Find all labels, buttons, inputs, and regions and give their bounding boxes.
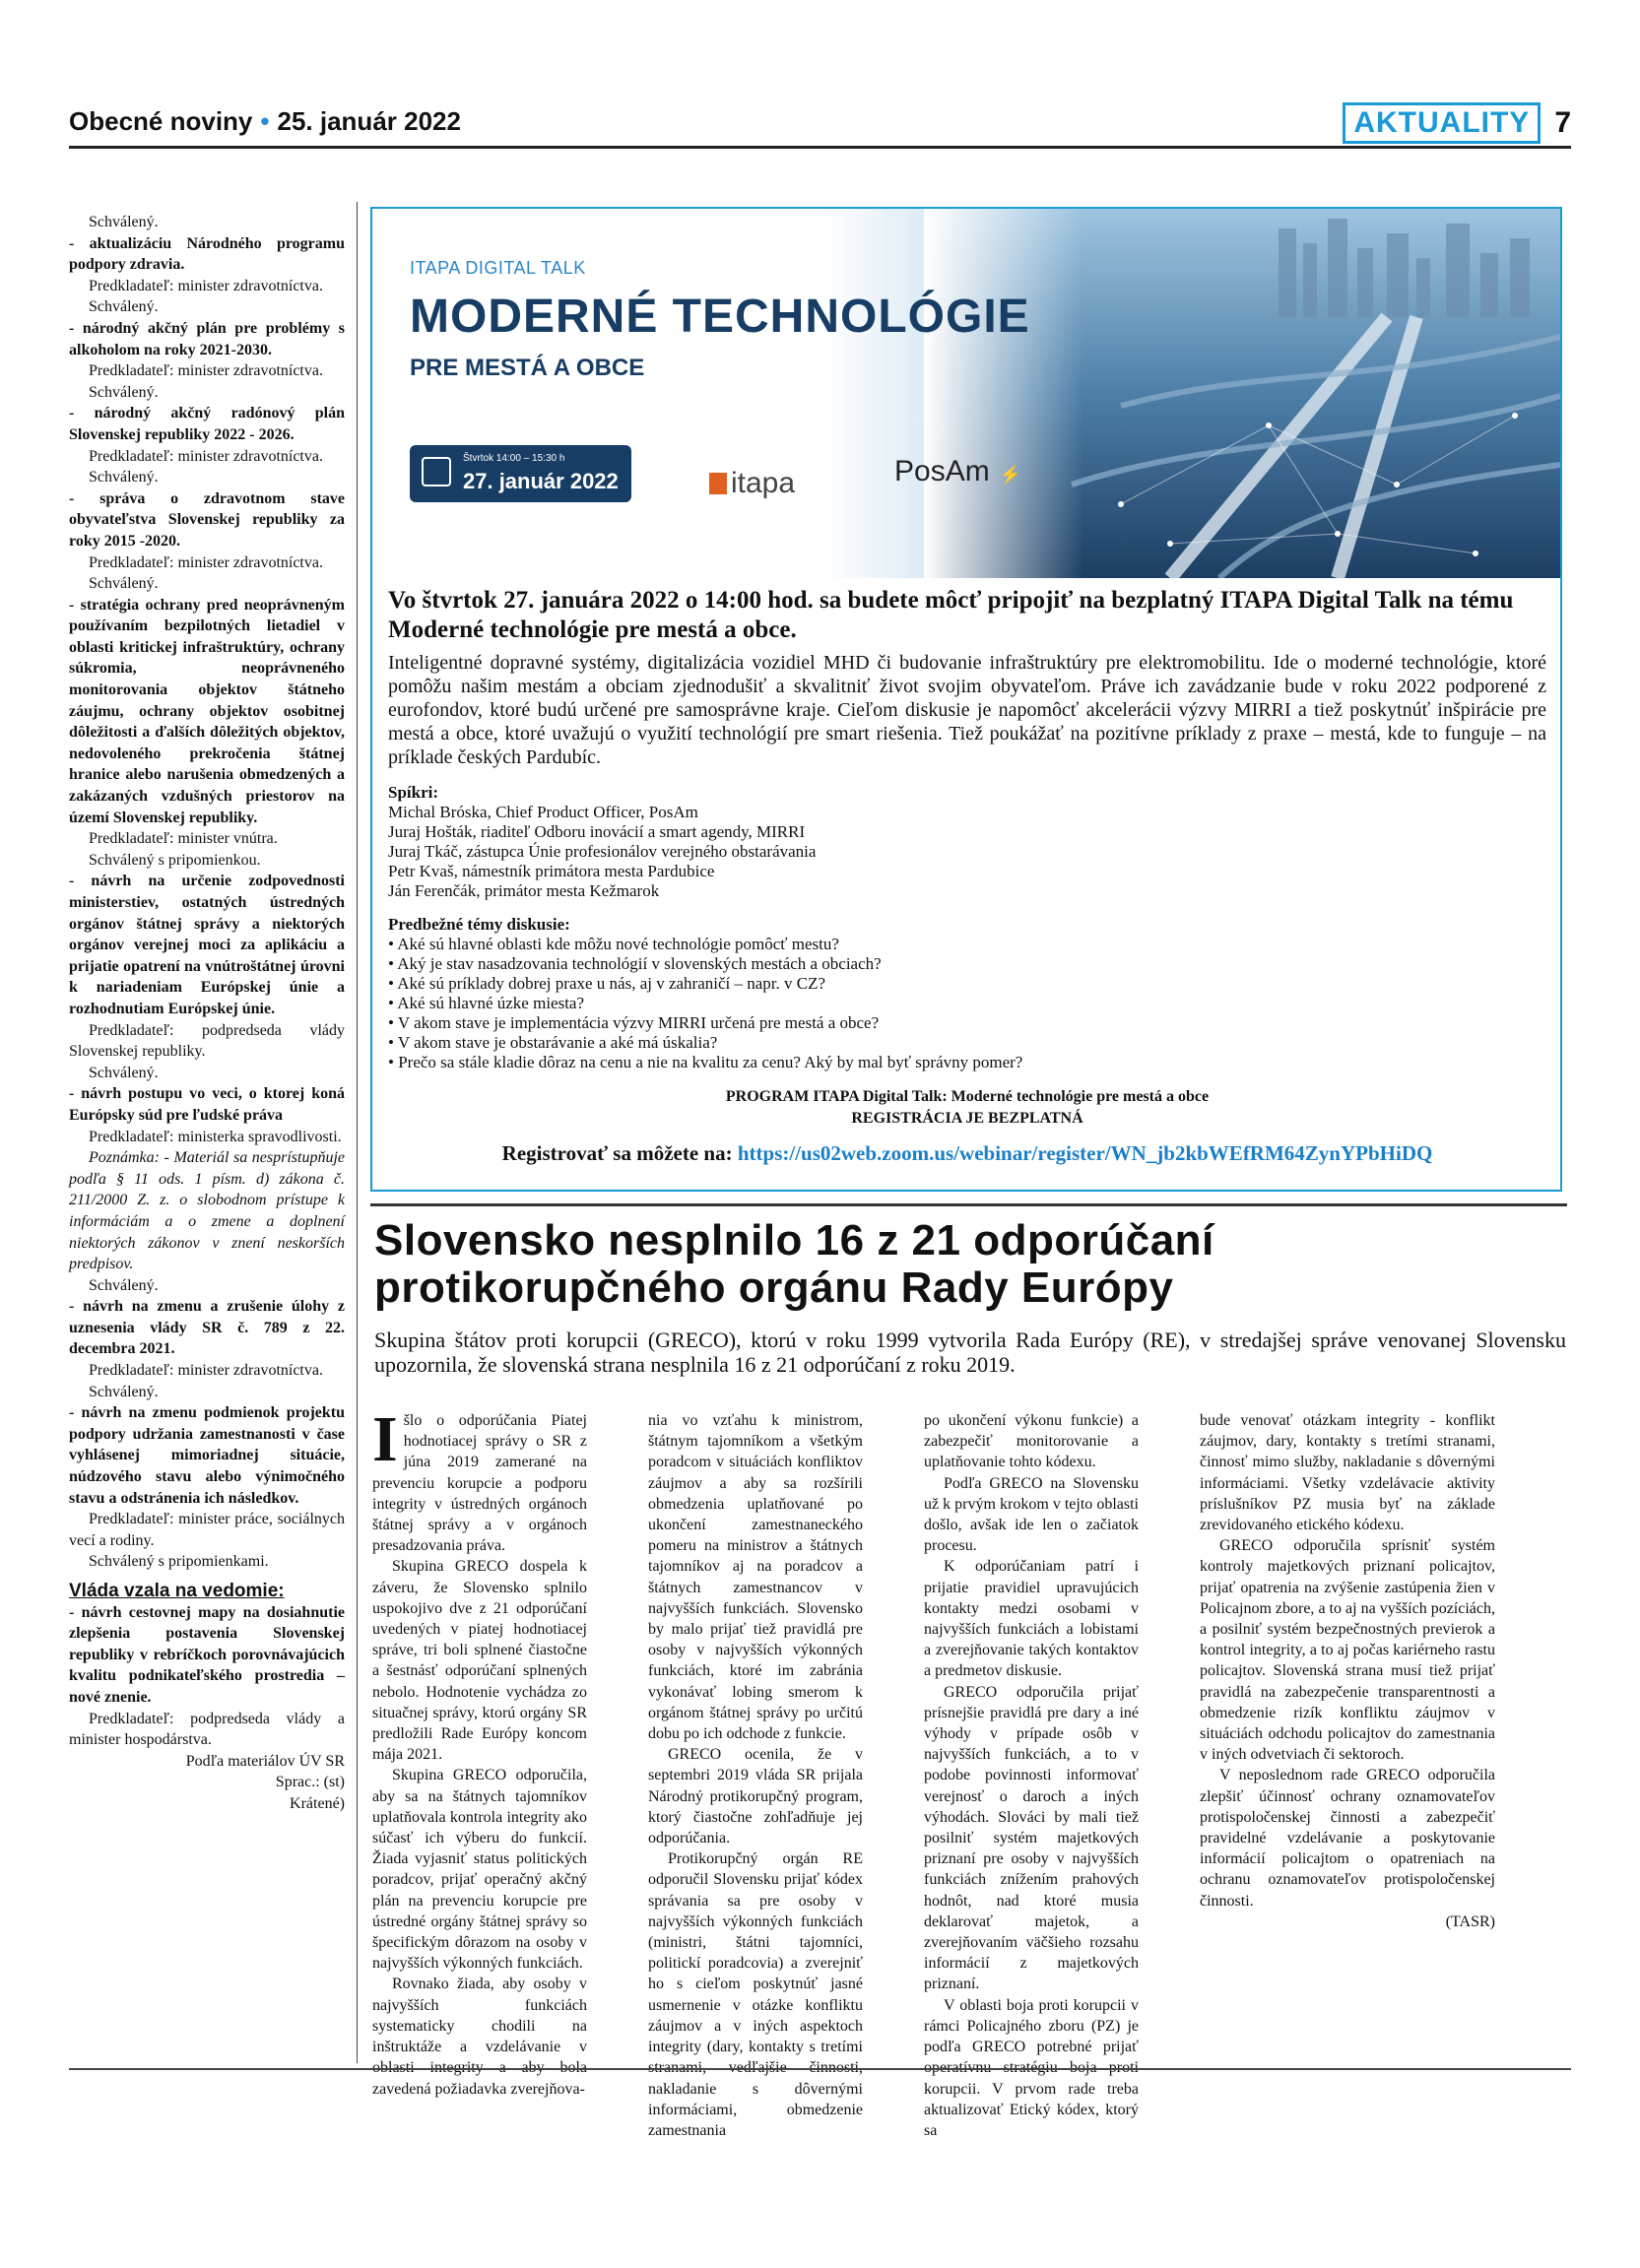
left-paragraph: Schválený. [89,214,159,230]
article-paragraph: Rovnako žiada, aby osoby v najvyšších funkciách systematicky chodili na inštruktáže a vzdelávanie v zavedená požiadavka zverejňova- [372,1976,587,2098]
header-rule [69,146,1571,149]
left-paragraph: - správa o zdravotnom stave obyvateľstva Slovenskej republiky za roky 2015 -2020. [69,489,345,550]
posam-logo: PosAm ⚡ [894,455,1022,487]
left-paragraph: Vláda vzala na vedomie: [69,1581,285,1601]
left-paragraph: Schválený. [89,575,159,593]
calendar-icon [422,457,451,486]
page-number: 7 [1554,106,1571,139]
registration-line [388,1141,1546,1166]
topic-item: • Aké sú hlavné úzke miesta? [388,994,585,1012]
article-paragraph: Podľa GRECO na Slovensku už k prvým krokom v tejto oblasti došlo, avšak ide len o začiatok procesu. [924,1474,1139,1555]
article-paragraph: Išlo o odporúčania Piatej hodnotiacej správy o SR z júna 2019 zamerané na prevenciu korupcie a podporu integrity v ústredných orgánoch štátnej správy a v orgánoch presadzovania práva. [372,1403,587,1555]
left-column [69,212,345,1815]
article-paragraph: GRECO odporučila prijať prísnejšie pravidlá pre dary a iné výhody v prípade osôb v najvyšších funkciách, a to v podobe povinnosti informovať verejnosť o daroch a iných výhodách. Slováci by mali tiež posilniť systém majetkových priznaní pre osoby v najvyšších funkciách znížením prahových hodnôt, nad ktoré musia deklarovať majetok, a zverejňovaním väčšieho rozsahu informácií z majetkových priznaní. [924,1683,1139,1993]
registration-link[interactable]: https://us02web.zoom.us/webinar/register/WN_jb2kbWEfRM64ZynYPbHiDQ [737,1141,1433,1165]
section-label: AKTUALITY [1343,102,1541,144]
article-paragraph: Skupina GRECO odporučila, aby sa na štátnych tajomníkov uplatňovala kontrola integrity ako súčasť ich výberu do funkcií. Žiada vyjasniť status politických poradcov, prijať operačný akčný plán na prevenciu korupcie pre ústredné orgány štátnej správy so špecifickým dôrazom na osoby v najvyšších výkonných funkciách. [372,1767,587,1973]
left-paragraph: - návrh cestovnej mapy na dosiahnutie zlepšenia postavenia Slovenskej republiky v rebríčkoch porovnávajúcich kvalitu podnikateľského prostredia – nové znenie. [69,1603,345,1706]
program-title: PROGRAM ITAPA Digital Talk: Moderné technológie pre mestá a obce [725,1088,1210,1105]
itapa-advertisement [370,207,1562,1192]
itapa-logo-mark [709,473,727,494]
left-paragraph: Predkladateľ: minister zdravotníctva. [89,277,323,294]
itapa-logo: itapa [709,467,795,500]
topics-heading: Predbežné témy diskusie: [388,915,570,934]
left-paragraph: Predkladateľ: minister práce, sociálnych vecí a rodiny. [69,1511,345,1549]
left-paragraph: Predkladateľ: minister zdravotníctva. [89,553,323,571]
article-paragraph: K odporúčaniam patrí i prijatie pravidiel upravujúcich kontakty medzi osobami v najvyšších funkciách a lobistami a zverejňovanie takých kontaktov a predmetov diskusie. [924,1558,1139,1680]
left-paragraph: - návrh na zmenu podmienok projektu podpory udržania zamestnanosti v čase vyhlásenej mimoriadnej situácie, núdzového stavu alebo výnimočného stavu a odstránenia ich následkov. [69,1404,345,1507]
left-paragraph: - stratégia ochrany pred neoprávneným používaním bezpilotných lietadiel v oblasti kritickej infraštruktúry, ochrany súkromia, neoprávneného monitorovania objektov štátneho záujmu, ochrany objektov osobitnej dôležitosti a ďalších dôležitých objektov, nedovoleného prekročenia štátnej hranice alebo narušenia obmedzených a zakázaných vzdušných priestorov na území Slovenskej republiky. [69,596,345,826]
left-paragraph: Podľa materiálov ÚV SR [185,1752,345,1770]
left-paragraph: Predkladateľ: podpredseda vlády a minister hospodárstva. [69,1710,345,1749]
topic-item: • Aké sú príklady dobrej praxe u nás, aj v zahraničí – napr. v CZ? [388,974,826,993]
newspaper-name: Obecné noviny [69,106,253,136]
left-paragraph: Poznámka: - Materiál sa nesprístupňuje podľa § 11 ods. 1 písm. d) zákona č. 211/2000 Z. z. o slobodnom prístupe k informáciám a o zmene a doplnení niektorých zákonov v znení neskorších predpisov. [69,1149,345,1273]
speaker-item: Juraj Tkáč, zástupca Únie profesionálov verejného obstarávania [388,842,817,861]
issue-date: 25. január 2022 [277,106,461,136]
ad-kicker: ITAPA DIGITAL TALK [410,258,586,278]
topic-item: • Aký je stav nasadzovania technológií v slovenských mestách a obciach? [388,954,882,973]
drop-cap: I [372,1403,398,1475]
speaker-item: Michal Bróska, Chief Product Officer, PosAm [388,803,698,821]
left-paragraph: Predkladateľ: minister vnútra. [89,830,278,848]
left-paragraph: Krátené) [290,1794,345,1812]
footer-rule [69,2068,1571,2070]
left-paragraph: - návrh postupu vo veci, o ktorej koná Európsky súd pre ľudské práva [69,1085,345,1124]
article-paragraph: V oblasti boja proti korupcii v rámci Policajného zboru (PZ) je podľa GRECO potrebné prijať korupcii. V prvom rade treba aktualizovať Etický kódex, ktorý sa [924,1996,1139,2139]
ad-banner [372,209,1560,578]
left-paragraph: - národný akčný radónový plán Slovenskej republiky 2022 - 2026. [69,405,345,443]
article-column-1 [372,1403,587,2100]
topic-item: • V akom stave je obstarávanie a aké má úskalia? [388,1033,718,1052]
article-paragraph: GRECO odporučila sprísniť systém kontroly majetkových priznaní policajtov, prijať opatrenia na zvýšenie zastúpenia žien v Policajnom zbore, a to aj na vyšších pozíciách, a posilniť systém bezpečnostných previerok a kontrol integrity, a to aj počas kariérneho rastu policajtov. Slovenská strana musí tiež prijať pravidlá na zabezpečenie transparentnosti a obmedzenie rizík konfliktu záujmov v situáciách odchodu policajtov do zamestnania v iných odvetviach či sektoroch. [1200,1537,1495,1764]
article-paragraph: po ukončení výkonu funkcie) a zabezpečiť monitorovanie a uplatňovanie tohto kódexu. [924,1412,1139,1471]
left-paragraph: - návrh na určenie zodpovednosti ministerstiev, ostatných ústredných orgánov štátnej správy a niektorých orgánov verejnej moci za aplikáciu a prijatie opatrení na vnútroštátnej úrovni k nariadeniam Európskej únie a rozhodnutiam Európskej únie. [69,873,345,1017]
left-paragraph: Predkladateľ: minister zdravotníctva. [89,447,323,465]
speakers-list [388,803,1546,901]
article-paragraph: V neposlednom rade GRECO odporučila zlepšiť účinnosť ochrany oznamovateľov protispoločenskej činnosti a zabezpečiť pravidelné vzdelávanie a poskytovanie informácií policajtom o opatreniach na ochranu oznamovateľov protispoločenskej činnosti. [1200,1767,1495,1910]
column-divider [357,202,358,2063]
speaker-item: Petr Kvaš, námestník primátora mesta Pardubice [388,862,715,880]
masthead [69,106,461,137]
left-paragraph: Predkladateľ: minister zdravotníctva. [89,362,323,380]
topic-item: • Prečo sa stále kladie dôraz na cenu a nie na kvalitu za cenu? Aký by mal byť správny pomer? [388,1053,1023,1071]
section-header [1343,102,1571,144]
left-paragraph: - návrh na zmenu a zrušenie úlohy z uznesenia vlády SR č. 789 z 22. decembra 2021. [69,1298,345,1358]
ad-subtitle: PRE MESTÁ A OBCE [410,355,645,381]
registration-label: Registrovať sa môžete na: [501,1141,733,1165]
lightning-icon: ⚡ [999,465,1022,485]
event-time: Štvrtok 14:00 – 15:30 h [463,453,565,464]
article-rule [370,1203,1567,1206]
separator-dot: • [260,106,270,136]
left-paragraph: Predkladateľ: ministerka spravodlivosti. [89,1128,342,1145]
left-paragraph: Schválený. [89,1276,159,1294]
topic-item: • Aké sú hlavné oblasti kde môžu nové technológie pomôcť mestu? [388,935,839,953]
left-paragraph: Schválený. [89,383,159,401]
article-paragraph: Skupina GRECO dospela k záveru, že Slovensko splnilo uspokojivo dve z 21 odporúčaní uvedených v piatej hodnotiacej správe, tri boli splnené čiastočne a šestnásť odporúčaní splnených nebolo. Hodnotenie vychádza zo situačnej správy, ktorú orgány SR predložili Rade Európy koncom mája 2021. [372,1558,587,1764]
free-registration-note: REGISTRÁCIA JE BEZPLATNÁ [851,1110,1083,1127]
ad-description: Inteligentné dopravné systémy, digitalizácia vozidiel MHD či budovanie infraštruktúry pre elektromobilitu. Ide o moderné technológie, ktoré pomôžu našim mestám a obciam zjednodušiť a skvalitniť život svojim obyvateľom. Práve ich zavádzanie bude v roku 2022 podporené z eurofondov, ktoré budú určené pre samosprávne kraje. Cieľom diskusie je napomôcť akcelerácii výzvy MIRRI a tiež poskytnúť inšpirácie pre mestá a obce, ktoré uvažujú o využití technológií pre smart riešenia. Tiež poukážať na pozitívne príklady z praxe – mestá, kde to funguje – na príklade českých Pardubíc. [388,652,1546,768]
article-signature: (TASR) [1445,1912,1495,1930]
topics-list [388,935,1546,1072]
speaker-item: Ján Ferenčák, primátor mesta Kežmarok [388,881,660,900]
left-paragraph: Schválený. [89,1064,159,1081]
left-paragraph: Schválený s pripomienkou. [89,851,261,869]
ad-body [388,586,1546,1166]
left-paragraph: Schválený s pripomienkami. [89,1553,269,1571]
article-column-2 [648,1410,863,2141]
event-date: 27. január 2022 [463,469,619,493]
article-paragraph: GRECO ocenila, že v septembri 2019 vláda SR prijala Národný protikorupčný program, ktorý čiastočne zohľadňuje jej odporúčania. [648,1746,863,1847]
speaker-item: Juraj Hošták, riaditeľ Odboru inovácií a smart agendy, MIRRI [388,822,806,841]
left-paragraph: Schválený. [89,1383,159,1400]
left-paragraph: Sprac.: (st) [275,1774,345,1791]
left-paragraph: Predkladateľ: minister zdravotníctva. [89,1362,323,1380]
article-column-3 [924,1410,1139,2141]
left-paragraph: Schválený. [89,469,159,486]
topic-item: • V akom stave je implementácia výzvy MIRRI určená pre mestá a obce? [388,1013,880,1032]
event-date-badge [410,445,631,502]
left-paragraph: Schválený. [89,298,159,316]
highway-city-image [924,209,1560,578]
article-paragraph: bude venovať otázkam integrity - konflikt záujmov, dary, kontakty s tretími stranami, činnosť mimo služby, nakladanie s dôvernými informáciami. Všetky vzdelávacie aktivity príslušníkov PZ musia byť na základe zrevidovaného etického kódexu. [1200,1412,1495,1534]
article-column-4 [1200,1410,1495,1932]
speakers-heading: Spíkri: [388,783,439,802]
ad-title: MODERNÉ TECHNOLÓGIE [410,291,1030,343]
article-paragraph: Protikorupčný orgán RE odporučil Slovensku prijať kódex správania sa pre osoby v najvyšších výkonných funkciách (ministri, štátni tajomníci, politickí poradcovia) a zverejniť ho s cieľom poskytnúť jasné usmernenie v otázke konfliktu záujmov a v iných aspektoch integrity (dary, kontakty s tretími nakladanie s dôvernými informáciami, obmedzenie zamestnania [648,1850,863,2139]
article-headline: Slovensko nesplnilo 16 z 21 odporúčaní protikorupčného orgánu Rady Európy [374,1216,1214,1312]
left-paragraph: - národný akčný plán pre problémy s alkoholom na roky 2021-2030. [69,319,345,358]
ad-lead: Vo štvrtok 27. januára 2022 o 14:00 hod. sa budete môcť pripojiť na bezplatný ITAPA Digital Talk na tému Moderné technológie pre mestá a obce. [388,587,1514,643]
article-lead: Skupina štátov proti korupcii (GRECO), ktorú v roku 1999 vytvorila Rada Európy (RE), v stredajšej správe venovanej Slovensku upozornila, že slovenská strana nesplnila 16 z 21 odporúčaní z roku 2019. [374,1328,1566,1377]
article-paragraph: nia vo vzťahu k ministrom, štátnym tajomníkom a všetkým poradcom v situáciách konfliktov záujmov a aby sa rozšírili obmedzenia uplatňované po ukončení zamestnaneckého pomeru na ministrov a štátnych tajomníkov aj na poradcov a štátnych zamestnancov v najvyšších funkciách. Slovensko by malo prijať tiež pravidlá pre osoby v najvyšších výkonných funkciách, ktoré im zabránia vykonávať lobing smerom k orgánom štátnej správy po určitú dobu po ich odchode z funkcie. [648,1412,863,1743]
left-paragraph: Predkladateľ: podpredseda vlády Slovenskej republiky. [69,1021,345,1061]
left-paragraph: - aktualizáciu Národného programu podpory zdravia. [69,234,345,274]
